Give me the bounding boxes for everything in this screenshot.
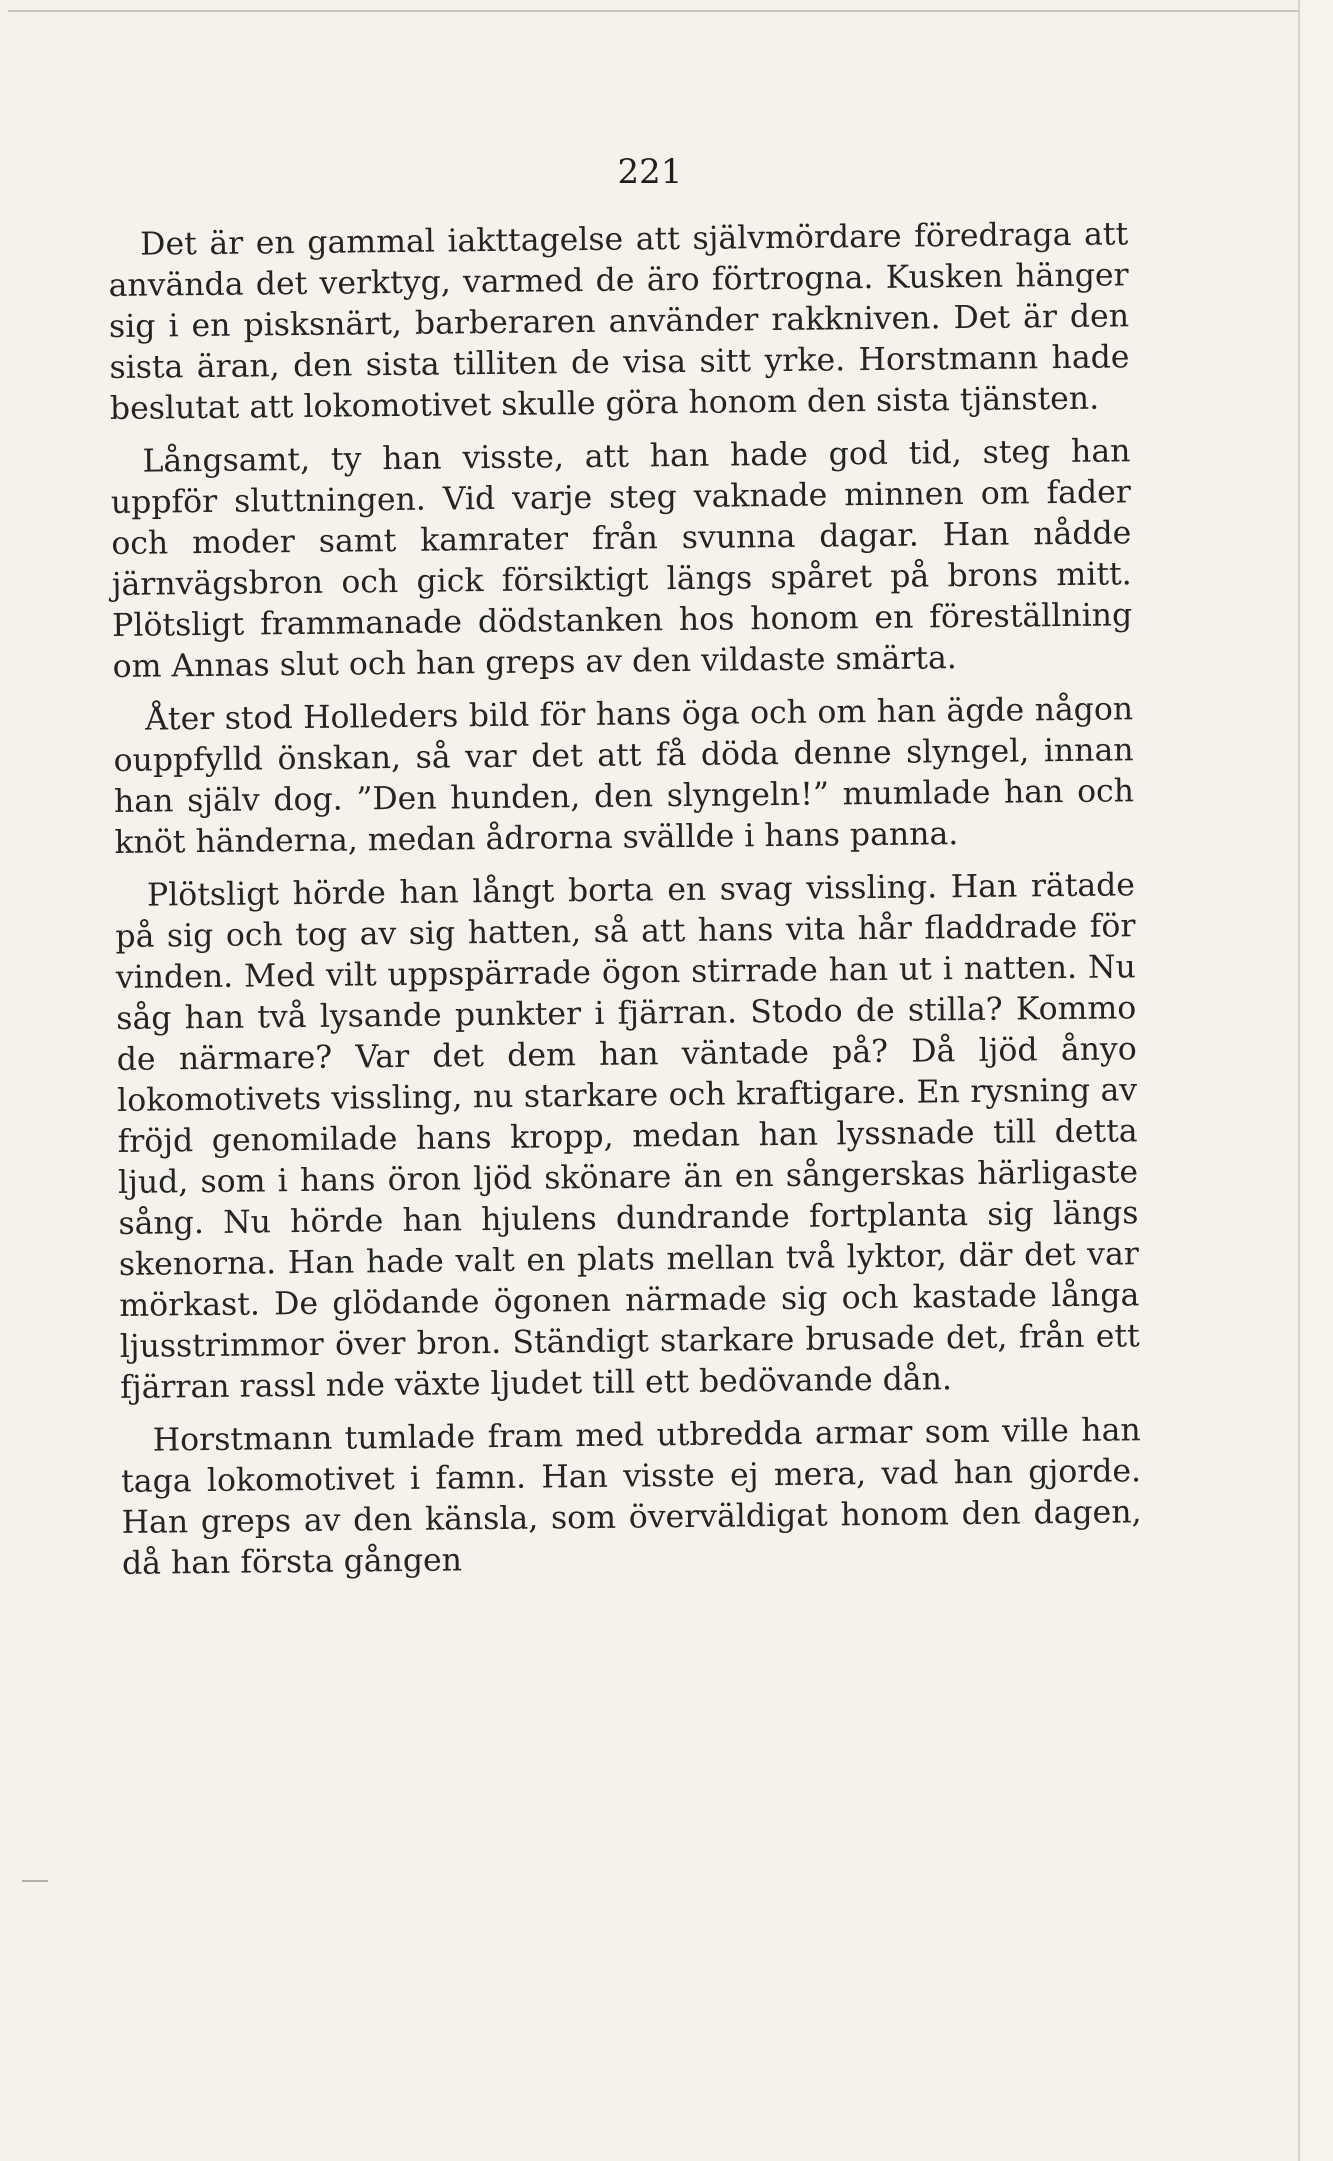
page-number: 221	[617, 152, 683, 192]
paragraph-3: Åter stod Holleders bild för hans öga och om han ägde någon ouppfylld önskan, så var det att få döda denne slyngel, innan han själv dog. ”Den hunden, den slyngeln!” mumlade han och knöt händerna, medan ådrorna svällde i hans panna.	[113, 691, 1135, 861]
paragraph-4: Plötsligt hörde han långt borta en svag vissling. Han rätade på sig och tog av sig hatten, så att hans vita hår fladdrade för vinden. Med vilt uppspärrade ögon stirrade han ut i natten. Nu såg han två lysande punkter i fjärran. Stodo de stilla? Kommo de närmare? Var det dem han väntade på? Då ljöd ånyo lokomotivets vissling, nu starkare och kraftigare. En rysning av fröjd genomilade hans kropp, medan han lyssnade till detta ljud, som i hans öron ljöd skönare än en sångerskas härligaste sång. Nu hörde han hjulens dundrande fortplanta sig längs skenorna. Han hade valt en plats mellan två lyktor, där det var mörkast. De glödande ögonen närmade sig och kastade långa ljusstrimmor över bron. Ständigt starkare brusade det, från ett fjärran rassl nde växte ljudet till ett bedövande dån.	[115, 867, 1140, 1406]
paragraph-5: Horstmann tumlade fram med utbredda armar som ville han taga lokomotivet i famn. Han visste ej mera, vad han gjorde. Han greps av den känsla, som överväldigat honom den dagen, då han första gången	[120, 1412, 1142, 1582]
paragraph-1: Det är en gammal iakttagelse att självmördare föredraga att använda det verktyg, varmed de äro förtrogna. Kusken hänger sig i en pisksnärt, barberaren använder rakkniven. Det är den sista äran, den sista tilliten de visa sitt yrke. Horstmann hade beslutat att lokomotivet skulle göra honom den sista tjänsten.	[108, 216, 1130, 427]
page-edge-rule	[8, 10, 1298, 12]
body-text	[108, 214, 1142, 1597]
paragraph-2: Långsamt, ty han visste, att han hade god tid, steg han uppför sluttningen. Vid varje steg vaknade minnen om fader och moder samt kamrater från svunna dagar. Han nådde järnvägsbron och gick försiktigt längs spåret på brons mitt. Plötsligt frammanade dödstanken hos honom en föreställning om Annas slut och han greps av den vildaste smärta.	[110, 433, 1133, 685]
margin-mark	[22, 1880, 48, 1882]
